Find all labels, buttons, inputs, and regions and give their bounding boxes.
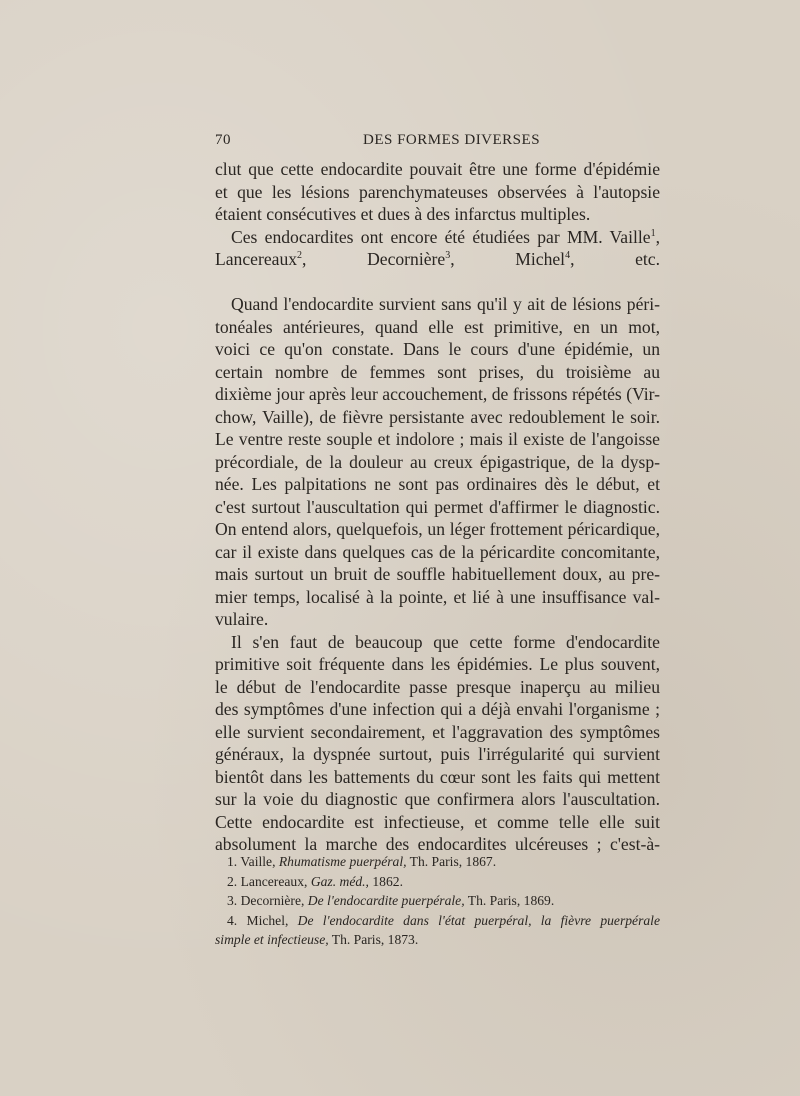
main-text [215,158,660,856]
footnote-continuation [215,930,660,950]
text-line: Quand l'endocardite survient sans qu'il y ait de lésions péri- [231,294,660,314]
text-line: elle survient secondairement, et l'aggravation des symptômes [215,721,660,742]
text-line: tonéales antérieures, quand elle est primitive, en un mot, [215,316,660,337]
footnote [215,891,660,911]
text-span: Decornière [367,249,446,269]
text-line: Ces endocardites ont encore été étudiées par MM. Vaille$^1$, [231,226,660,247]
footnote-rest: Th. Paris, 1873. [331,932,419,947]
page-header [215,132,660,156]
text-line: certain nombre de femmes sont prises, du troisième au [215,361,660,382]
text-line: étaient consécutives et dues à des infarctus multiples. [215,204,591,224]
footnote-rest: 1862. [372,873,403,889]
text-span: Michel [515,249,566,269]
footnote-rest: Th. Paris, 1869. [467,893,555,908]
text-line: généraux, la dyspnée surtout, puis l'irrégularité qui survient [215,744,660,764]
text-line: Il s'en faut de beaucoup que cette forme d'endocardite [231,631,660,652]
footnote-title: De l'endocardite puerpérale, [307,893,465,908]
footnote-ref: 1 [650,227,656,239]
footnote-title: simple et infectieuse, [215,932,329,947]
text-line: c'est surtout l'auscultation qui permet d'affirmer le diagnostic. [215,496,660,517]
footnote-number: 4. [227,912,238,928]
text-line: Lancereaux$^2$, Decornière$^3$, Michel$^4$, etc. [215,249,660,269]
footnote [215,911,660,931]
footnote-author: Vaille, [240,854,276,869]
text-line: des symptômes d'une infection qui a déjà envahi l'organisme ; [215,699,660,719]
text-line: le début de l'endocardite passe presque inaperçu au milieu [215,676,660,697]
footnote-number: 2. [227,873,238,889]
footnote-author: Lancereaux, [240,873,308,889]
text-line: précordiale, de la douleur au creux épigastrique, de la dysp- [215,451,660,472]
text-span: Lancereaux [215,249,298,269]
footnote-ref: 4 [565,250,571,261]
footnote [215,872,660,892]
footnote-ref: 3 [445,250,451,261]
text-line: mier temps, localisé à la pointe, et lié à une insuffisance val- [215,586,660,607]
footnote-author: Michel, [246,912,289,928]
text-line: Le ventre reste souple et indolore ; mais il existe de l'angoisse [215,429,660,449]
text-line: et que les lésions parenchymateuses observées à l'autopsie [215,181,660,202]
text-line: Cette endocardite est infectieuse, et comme telle elle suit [215,811,660,832]
text-line: sur la voie du diagnostic que confirmera alors l'auscultation. [215,789,660,809]
text-line: voici ce qu'on constate. Dans le cours d'une épidémie, un [215,339,660,359]
text-line: On entend alors, quelquefois, un léger frottement péricardique, [215,519,660,539]
text-line: clut que cette endocardite pouvait être une forme d'épidémie [215,159,660,179]
footnote-number: 3. [227,893,238,908]
footnote-title: Rhumatisme puerpéral, [278,854,407,869]
footnote-number: 1. [227,854,238,869]
text-line: dixième jour après leur accouchement, de frissons répétés (Vir- [215,384,660,404]
footnote-title: Gaz. méd., [310,873,369,889]
text-line: primitive soit fréquente dans les épidémies. Le plus souvent, [215,654,660,674]
footnote-rest: Th. Paris, 1867. [409,854,497,869]
text-span: etc. [635,249,660,269]
text-line: mais surtout un bruit de souffle habituellement doux, au pre- [215,564,660,584]
text-line: absolument la marche des endocardites ulcéreuses ; c'est-à- [215,834,660,854]
footnotes [215,852,660,950]
text-span: Ces endocardites ont encore été étudiées par MM. Vaille [231,226,651,247]
text-line: bientôt dans les battements du cœur sont les faits qui mettent [215,766,660,787]
page-number: 70 [215,132,231,148]
footnote-title: De l'endocardite dans l'état puerpéral, la fièvre puerpérale [297,912,660,928]
text-line: née. Les palpitations ne sont pas ordinaires dès le début, et [215,474,660,494]
running-head: DES FORMES DIVERSES [363,132,541,148]
footnote-author: Decornière, [240,893,305,908]
text-line: vulaire. [215,609,269,629]
text-line: car il existe dans quelques cas de la péricardite concomitante, [215,541,660,562]
footnote [215,852,660,872]
footnote-ref: 2 [297,250,303,261]
text-line: chow, Vaille), de fièvre persistante avec redoublement le soir. [215,406,660,427]
